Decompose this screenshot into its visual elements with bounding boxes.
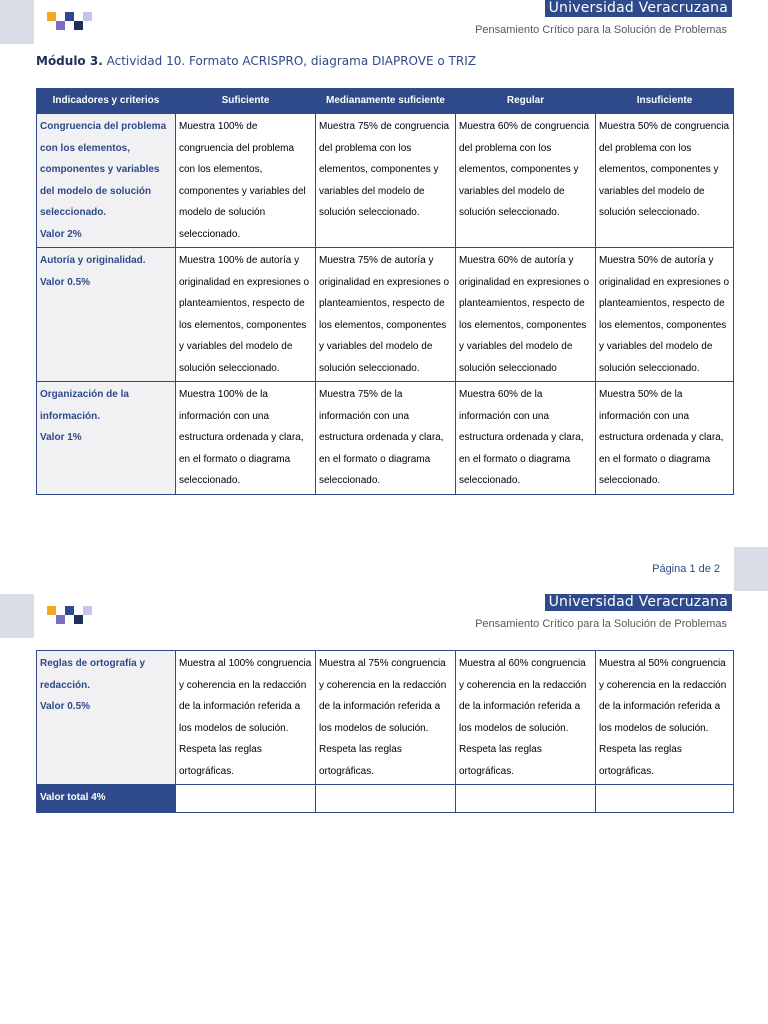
header-cell: Indicadores y criterios (37, 89, 176, 114)
header-cell: Medianamente suficiente (316, 89, 456, 114)
university-name: Universidad Veracruzana (545, 0, 732, 17)
total-cell-empty (316, 785, 456, 813)
total-label: Valor total 4% (37, 785, 176, 813)
criterion-value: Valor 0.5% (40, 276, 91, 288)
total-cell-empty (456, 785, 596, 813)
table-row (37, 382, 734, 495)
criterion-value: Valor 2% (40, 228, 82, 240)
header-cell: Regular (456, 89, 596, 114)
criterion-label: Congruencia del problema con los elementos, componentes y variables del modelo de solución seleccionado. (40, 121, 167, 218)
table-row (37, 248, 734, 382)
criterion-value: Valor 1% (40, 432, 82, 443)
level-cell: Muestra 100% de autoría y originalidad en expresiones o planteamientos, respecto de los elementos, componentes y variables del modelo de solución seleccionado. (176, 248, 316, 382)
criterion-label: Reglas de ortografía y redacción. (40, 658, 146, 691)
page-corner-tab (0, 594, 34, 638)
course-title: Pensamiento Crítico para la Solución de Problemas (475, 24, 727, 36)
rubric-table-continued (36, 650, 734, 813)
module-title (36, 54, 476, 68)
rubric-table (36, 88, 734, 495)
criterion-cell (37, 382, 176, 495)
level-cell: Muestra al 75% congruencia y coherencia en la redacción de la información referida a los modelos de solución. Respeta las reglas ortográficas. (316, 651, 456, 785)
table-header-row (37, 89, 734, 114)
table-row-total (37, 785, 734, 813)
university-logo-icon (47, 606, 99, 632)
level-cell: Muestra 75% de autoría y originalidad en expresiones o planteamientos, respecto de los elementos, componentes y variables del modelo de solución seleccionado. (316, 248, 456, 382)
level-cell: Muestra al 100% congruencia y coherencia en la redacción de la información referida a los modelos de solución. Respeta las reglas ortográficas. (176, 651, 316, 785)
module-label: Módulo 3. (36, 54, 103, 68)
level-cell: Muestra 50% de autoría y originalidad en expresiones o planteamientos, respecto de los elementos, componentes y variables del modelo de solución seleccionado. (596, 248, 734, 382)
page-number: Página 1 de 2 (652, 563, 720, 575)
course-title: Pensamiento Crítico para la Solución de Problemas (475, 618, 727, 630)
level-cell: Muestra 100% de congruencia del problema con los elementos, componentes y variables del modelo de solución seleccionado. (176, 114, 316, 248)
level-cell: Muestra 100% de la información con una estructura ordenada y clara, en el formato o diagrama seleccionado. (176, 382, 316, 495)
level-cell: Muestra 50% de la información con una estructura ordenada y clara, en el formato o diagrama seleccionado. (596, 382, 734, 495)
page-corner-tab (734, 547, 768, 591)
criterion-cell (37, 248, 176, 382)
university-logo-icon (47, 12, 99, 38)
criterion-label: Autoría y originalidad. (40, 255, 146, 266)
activity-title: Actividad 10. Formato ACRISPRO, diagrama DIAPROVE o TRIZ (106, 54, 476, 68)
level-cell: Muestra 50% de congruencia del problema con los elementos, componentes y variables del modelo de solución seleccionado. (596, 114, 734, 248)
total-cell-empty (176, 785, 316, 813)
level-cell: Muestra 75% de congruencia del problema con los elementos, componentes y variables del modelo de solución seleccionado. (316, 114, 456, 248)
header-cell: Insuficiente (596, 89, 734, 114)
level-cell: Muestra al 50% congruencia y coherencia en la redacción de la información referida a los modelos de solución. Respeta las reglas ortográficas. (596, 651, 734, 785)
table-row (37, 114, 734, 248)
criterion-label: Organización de la información. (40, 389, 129, 422)
level-cell: Muestra 75% de la información con una estructura ordenada y clara, en el formato o diagrama seleccionado. (316, 382, 456, 495)
level-cell: Muestra 60% de autoría y originalidad en expresiones o planteamientos, respecto de los elementos, componentes y variables del modelo de solución seleccionado (456, 248, 596, 382)
criterion-cell (37, 651, 176, 785)
criterion-value: Valor 0.5% (40, 701, 91, 712)
total-cell-empty (596, 785, 734, 813)
page-corner-tab (0, 0, 34, 44)
header-cell: Suficiente (176, 89, 316, 114)
level-cell: Muestra al 60% congruencia y coherencia en la redacción de la información referida a los modelos de solución. Respeta las reglas ortográficas. (456, 651, 596, 785)
criterion-cell (37, 114, 176, 248)
level-cell: Muestra 60% de la información con una estructura ordenada y clara, en el formato o diagrama seleccionado. (456, 382, 596, 495)
level-cell: Muestra 60% de congruencia del problema con los elementos, componentes y variables del modelo de solución seleccionado. (456, 114, 596, 248)
university-name: Universidad Veracruzana (545, 594, 732, 611)
table-row (37, 651, 734, 785)
